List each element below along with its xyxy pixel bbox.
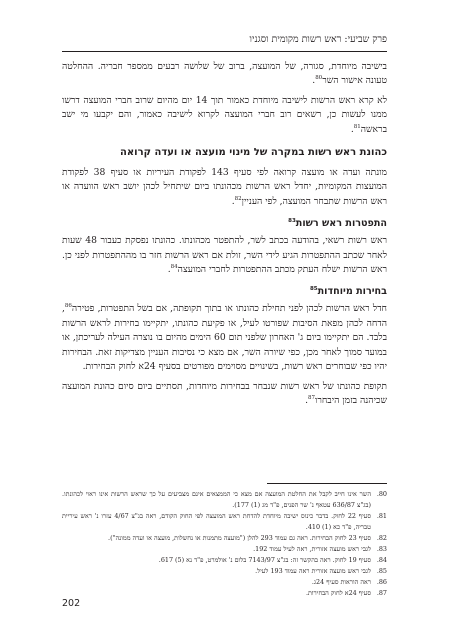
footnote [62, 577, 387, 588]
subheading-special-elections [62, 285, 387, 298]
footnote-text: השר אינו חייב לקבל את החלטת המועצה אם מצא כי הממצאים אינם מצביעים על כך שראש הרשות אינו ראוי לכהונתו. (בג"צ 636/87 עטאף נ' שר הפנים, פ"ד מג (1) 177). [62, 490, 371, 509]
footnote-text: סעיף 22 לחוק. בדבר כינוס ישיבה מיוחדת להדחת ראש המועצה לפי החוק הקודם, ראה בג"צ 4/67 עזרו נ' ראש עיריית טבריה, פ"ד כא (1) 410. [62, 512, 371, 531]
paragraph-3-text: מונתה ועדה או מועצה קרואה לפי סעיף 143 לפקודת העיריות או סעיף 38 לפקודת המועצות המקומיות, יחדל ראש הרשות מכהונתו ביום שיתחיל לכהן יושב ראש הוועדה או ראש הרשות שתבחר המועצה, לפי העניין [62, 167, 388, 207]
footnote [62, 544, 387, 555]
subheading-special-elections-text: בחירות מיוחדות [317, 286, 387, 298]
footnote-ref-81[interactable]: 81 [353, 123, 361, 130]
footnote [62, 533, 387, 544]
footnote [62, 588, 387, 599]
footnote-ref-87[interactable]: 87 [307, 394, 315, 401]
footnote [62, 511, 387, 533]
paragraph-2-text: לא קרא ראש הרשות לישיבה מיוחדת כאמור תוך 14 יום מהיום שרוב חברי המועצה דרשו ממנו לעשות כן, רשאים רוב חברי המועצה לקרוא לישיבה כאמור, והם יקבעו מי ישב בראשה [62, 94, 387, 135]
footnote-ref-85[interactable]: 85 [309, 286, 318, 293]
header-rule [62, 51, 387, 52]
paragraph-5 [62, 302, 387, 374]
section-heading: כהונת ראש רשות במקרה של מינוי מועצה או ועדה קרואה [120, 147, 387, 159]
paragraph-5-text-b: , הדחה לכהן מפאת הסיבות שפורטו לעיל, או פקיעת כהונתו, יתקיימו בחירות לראש הרשות בלבד. הם יתקיימו ביום ג' האחרון שלפני תום 60 הימים מהיום בו נוצרה העילה לעריכתן, או במועד סמוך לאחר מכן, כפי שיורה השר, אם מצא כי נסיבות העניין מצדיקות זאת. הבחירות יהיו כפי שבוחרים ראש רשות, בשינויים מסוימים מפורטים בסעיף 24א לחוק הבחירות. [62, 303, 387, 373]
paragraph-5-text-a: חדל ראש הרשות לכהן לפני תחילת כהונתו או בתוך תקופתה, אם בשל התפטרות, פטירה [71, 303, 387, 315]
footnote-number: 85. [376, 567, 387, 575]
paragraph-2: לא קרא ראש הרשות לישיבה מיוחדת כאמור תוך 14 יום מהיום שרוב חברי המועצה דרשו ממנו לעשות כן, רשאים רוב חברי המועצה לקרוא לישיבה כאמור, והם יקבעו מי ישב בראשה$^{81}$. [62, 94, 387, 135]
subheading-resignation [62, 217, 387, 230]
paragraph-6-text: תקופת כהונתו של ראש רשות שנבחר בבחירות מיוחדות, תסתיים ביום סיום כהונת המועצה שכיהנה בזמן היבחרו [62, 380, 387, 406]
footnote-ref-84[interactable]: 84 [170, 264, 178, 270]
paragraph-3: מונתה ועדה או מועצה קרואה לפי סעיף 143 לפקודת העיריות או סעיף 38 לפקודת המועצות המקומיות, יחדל ראש הרשות מכהונתו ביום שיתחיל לכהן יושב ראש הוועדה או ראש הרשות שתבחר המועצה, לפי העניין$^{82}$. [62, 167, 388, 207]
footnote-ref-83[interactable]: 83 [288, 218, 296, 225]
main-text [62, 60, 387, 413]
footnote-ref-80[interactable]: 80 [315, 75, 323, 82]
paragraph-4-text: ראש רשות רשאי, בהודעה בכתב לשר, להתפטר מכהונתו. כהונתו נפסקת כעבור 48 שעות לאחר שכתב ההתפטרות הגיע לידי השר, זולת אם ראש הרשות חזר בו מההתפטרות לפני כן. ראש הרשות ישלח העתק מכתב ההתפטרות לחברי המועצה [62, 235, 387, 276]
footnote-number: 81. [376, 512, 387, 520]
paragraph-1: בישיבה מיוחדת, סגורה, של המועצה, ברוב של שלושה רבעים ממספר חבריה. ההחלטה טעונה אישור השר$^{80}$. [62, 61, 387, 87]
footnote-rule [267, 483, 387, 484]
footnote-text: ראה הוראות סעיף 24ג. [311, 578, 371, 586]
running-header: פרק שביעי: ראש רשות מקומית וסגניו [249, 34, 387, 45]
footnote-number: 84. [376, 556, 387, 564]
footnote-text: לגבי ראש מועצה אזורית, ראה לעיל עמוד 192. [253, 545, 371, 553]
footnote-ref-86[interactable]: 86 [64, 303, 72, 310]
footnote-number: 82. [376, 534, 387, 542]
paragraph-1-text: בישיבה מיוחדת, סגורה, של המועצה, ברוב של שלושה רבעים ממספר חבריה. ההחלטה טעונה אישור השר [62, 61, 387, 87]
page-number: 202 [62, 598, 81, 609]
footnote-number: 83. [376, 545, 387, 553]
footnotes [62, 489, 387, 599]
footnote [62, 489, 387, 511]
footnote [62, 566, 387, 577]
footnote-ref-82[interactable]: 82 [234, 195, 242, 202]
footnote-text: סעיף 23 לחוק הבחירות. ראה גם עמוד 293 להלן ("מועצה מתמנות או נחשלות, מועצה או ועדה ממונה"). [108, 534, 371, 542]
footnote-text: סעיף 24א לחוק הבחירות. [305, 589, 371, 597]
footnote-number: 80. [376, 490, 387, 498]
footnote-number: 87. [376, 589, 387, 597]
footnote-text: לגבי ראש מועצה אזורית ראה עמוד 193 לעיל. [255, 567, 371, 575]
subheading-resignation-text: התפטרות ראש רשות [295, 218, 387, 230]
footnote-number: 86. [376, 578, 387, 586]
paragraph-4: ראש רשות רשאי, בהודעה בכתב לשר, להתפטר מכהונתו. כהונתו נפסקת כעבור 48 שעות לאחר שכתב ההתפטרות הגיע לידי השר, זולת אם ראש הרשות חזר בו מההתפטרות לפני כן. ראש הרשות ישלח העתק מכתב ההתפטרות לחברי המועצה$^{84}$. [62, 235, 387, 276]
footnote-text: סעיף 19 לחוק. ראה בהקשר זה: בג"צ 7143/97 בלום נ' אולמרט, פ"ד נא (5) 617. [158, 556, 371, 564]
footnote [62, 555, 387, 566]
paragraph-6: תקופת כהונתו של ראש רשות שנבחר בבחירות מיוחדות, תסתיים ביום סיום כהונת המועצה שכיהנה בזמן היבחרו$^{87}$. [62, 380, 387, 406]
